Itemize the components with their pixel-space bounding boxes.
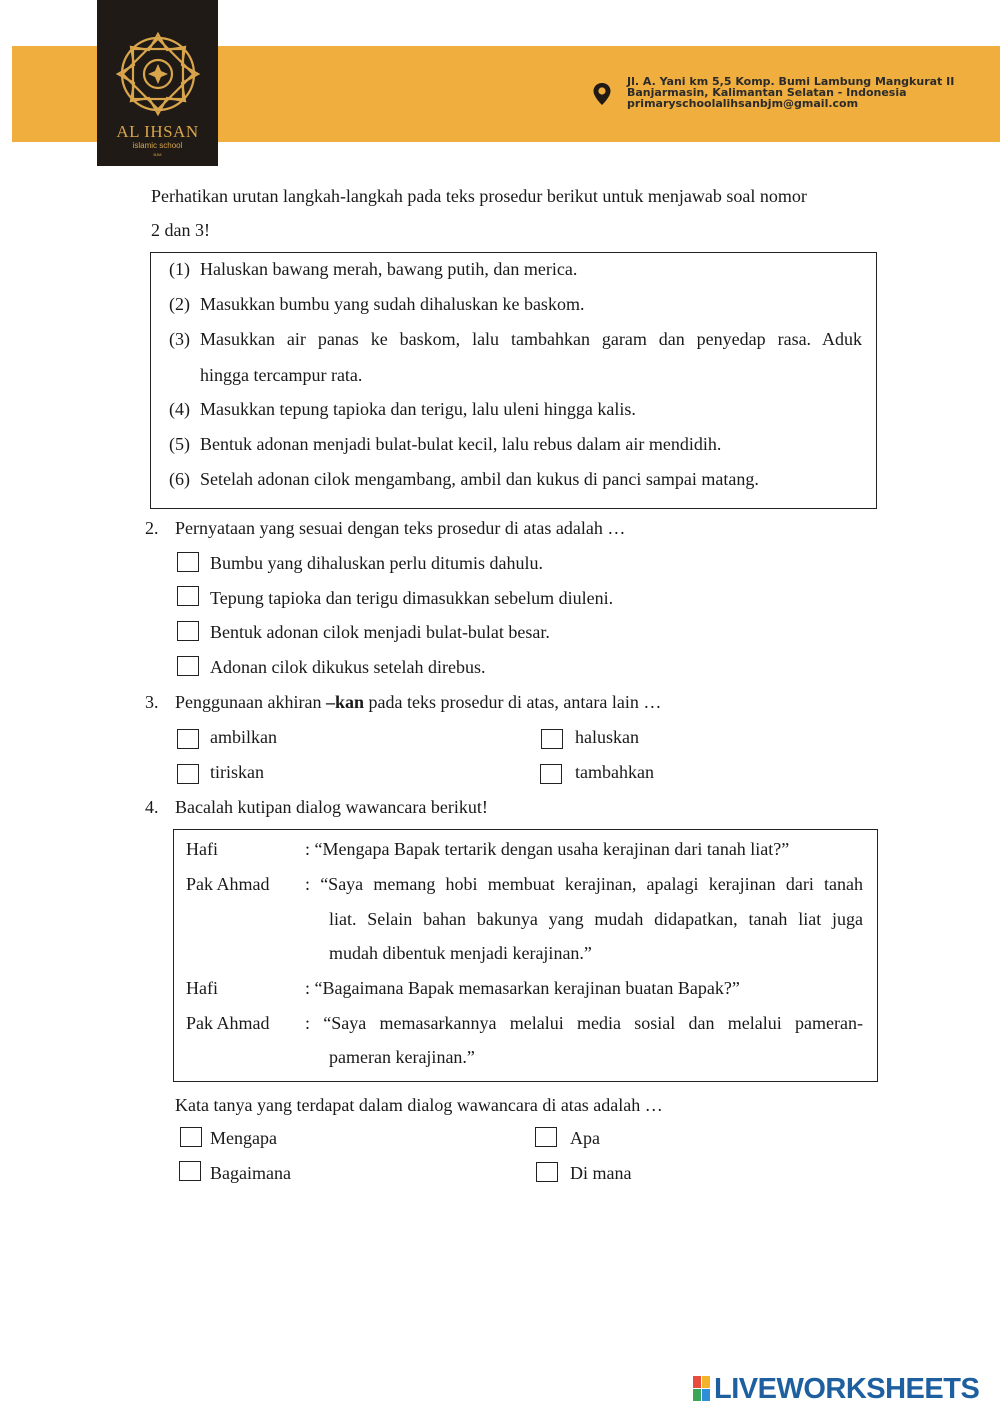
step-text: Haluskan bawang merah, bawang putih, dan merica. <box>200 259 578 279</box>
step-text-continued: hingga tercampur rata. <box>200 365 363 385</box>
question-text: Bacalah kutipan dialog wawancara berikut! <box>175 797 488 817</box>
answer-checkbox[interactable] <box>180 1127 202 1147</box>
liveworksheets-wordmark: LIVEWORKSHEETS <box>714 1373 980 1405</box>
question-number: 2. <box>145 518 159 538</box>
question-number: 3. <box>145 692 159 712</box>
answer-checkbox[interactable] <box>536 1162 558 1182</box>
question-text-part: pada teks prosedur di atas, antara lain … <box>363 692 662 712</box>
answer-checkbox[interactable] <box>535 1127 557 1147</box>
question-text: Pernyataan yang sesuai dengan teks prosedur di atas adalah … <box>175 518 626 538</box>
dialog-line: mudah dibentuk menjadi kerajinan.” <box>329 943 592 963</box>
answer-option-label: Bumbu yang dihaluskan perlu ditumis dahulu. <box>210 553 543 573</box>
answer-checkbox[interactable] <box>177 729 199 749</box>
dialog-speaker: Hafi <box>186 839 218 859</box>
dialog-line: : “Saya memang hobi membuat kerajinan, apalagi kerajinan dari tanah <box>305 874 863 894</box>
address-line: Jl. A. Yani km 5,5 Komp. Bumi Lambung Mangkurat II <box>627 75 955 88</box>
step-number: (4) <box>169 399 190 419</box>
answer-option-label: haluskan <box>575 727 639 747</box>
school-address <box>627 76 954 109</box>
answer-checkbox[interactable] <box>541 729 563 749</box>
answer-option-label: Tepung tapioka dan terigu dimasukkan sebelum diuleni. <box>210 588 614 608</box>
step-number: (5) <box>169 434 190 454</box>
question-text: Kata tanya yang terdapat dalam dialog wawancara di atas adalah … <box>175 1095 663 1115</box>
intro-line: Perhatikan urutan langkah-langkah pada teks prosedur berikut untuk menjawab soal nomor <box>151 186 807 206</box>
step-number: (6) <box>169 469 190 489</box>
answer-checkbox[interactable] <box>179 1161 201 1181</box>
answer-option-label: Adonan cilok dikukus setelah direbus. <box>210 657 486 677</box>
answer-option-label: Mengapa <box>210 1128 277 1148</box>
step-text: Masukkan tepung tapioka dan terigu, lalu uleni hingga kalis. <box>200 399 636 419</box>
answer-option-label: Bentuk adonan cilok menjadi bulat-bulat besar. <box>210 622 550 642</box>
ornament-star-icon <box>107 30 208 120</box>
step-text: Masukkan air panas ke baskom, lalu tambahkan garam dan penyedap rasa. Aduk <box>200 329 862 349</box>
answer-option-label: Apa <box>570 1128 600 1148</box>
school-logo <box>97 0 218 166</box>
question-number: 4. <box>145 797 159 817</box>
answer-option-label: Di mana <box>570 1163 632 1183</box>
dialog-line: : “Saya memasarkannya melalui media sosial dan melalui pameran- <box>305 1013 863 1033</box>
email-line: primaryschoolalihsanbjm@gmail.com <box>627 97 859 110</box>
dialog-line: pameran kerajinan.” <box>329 1047 475 1067</box>
step-number: (2) <box>169 294 190 314</box>
dialog-line: : “Bagaimana Bapak memasarkan kerajinan buatan Bapak?” <box>305 978 740 998</box>
dialog-line: liat. Selain bahan bakunya yang mudah didapatkan, tanah liat juga <box>329 909 863 929</box>
answer-checkbox[interactable] <box>177 552 199 572</box>
suffix-kan: –kan <box>325 692 364 712</box>
dialog-speaker: Pak Ahmad <box>186 1013 270 1033</box>
dialog-speaker: Hafi <box>186 978 218 998</box>
step-text: Bentuk adonan menjadi bulat-bulat kecil, lalu rebus dalam air mendidih. <box>200 434 722 454</box>
answer-checkbox[interactable] <box>540 764 562 784</box>
answer-option-label: ambilkan <box>210 727 277 747</box>
answer-checkbox[interactable] <box>177 621 199 641</box>
answer-checkbox[interactable] <box>177 586 199 606</box>
dialog-line: : “Mengapa Bapak tertarik dengan usaha kerajinan dari tanah liat?” <box>305 839 790 859</box>
location-pin-icon <box>592 82 612 106</box>
answer-checkbox[interactable] <box>177 764 199 784</box>
liveworksheets-logo-icon <box>693 1376 711 1402</box>
logo-title: AL IHSAN <box>116 122 199 141</box>
answer-option-label: tambahkan <box>575 762 654 782</box>
logo-subtitle: islamic school <box>132 141 183 150</box>
intro-line: 2 dan 3! <box>151 220 210 240</box>
answer-checkbox[interactable] <box>177 656 199 676</box>
step-text: Masukkan bumbu yang sudah dihaluskan ke baskom. <box>200 294 585 314</box>
step-number: (3) <box>169 329 190 349</box>
dialog-speaker: Pak Ahmad <box>186 874 270 894</box>
question-text-part: Penggunaan akhiran <box>175 692 326 712</box>
step-text: Setelah adonan cilok mengambang, ambil dan kukus di panci sampai matang. <box>200 469 759 489</box>
answer-option-label: Bagaimana <box>210 1163 291 1183</box>
address-line: Banjarmasin, Kalimantan Selatan - Indonesia <box>627 86 907 99</box>
step-number: (1) <box>169 259 190 279</box>
answer-option-label: tiriskan <box>210 762 264 782</box>
question-text <box>175 692 661 713</box>
logo-tiny-text: BJM <box>153 152 162 157</box>
